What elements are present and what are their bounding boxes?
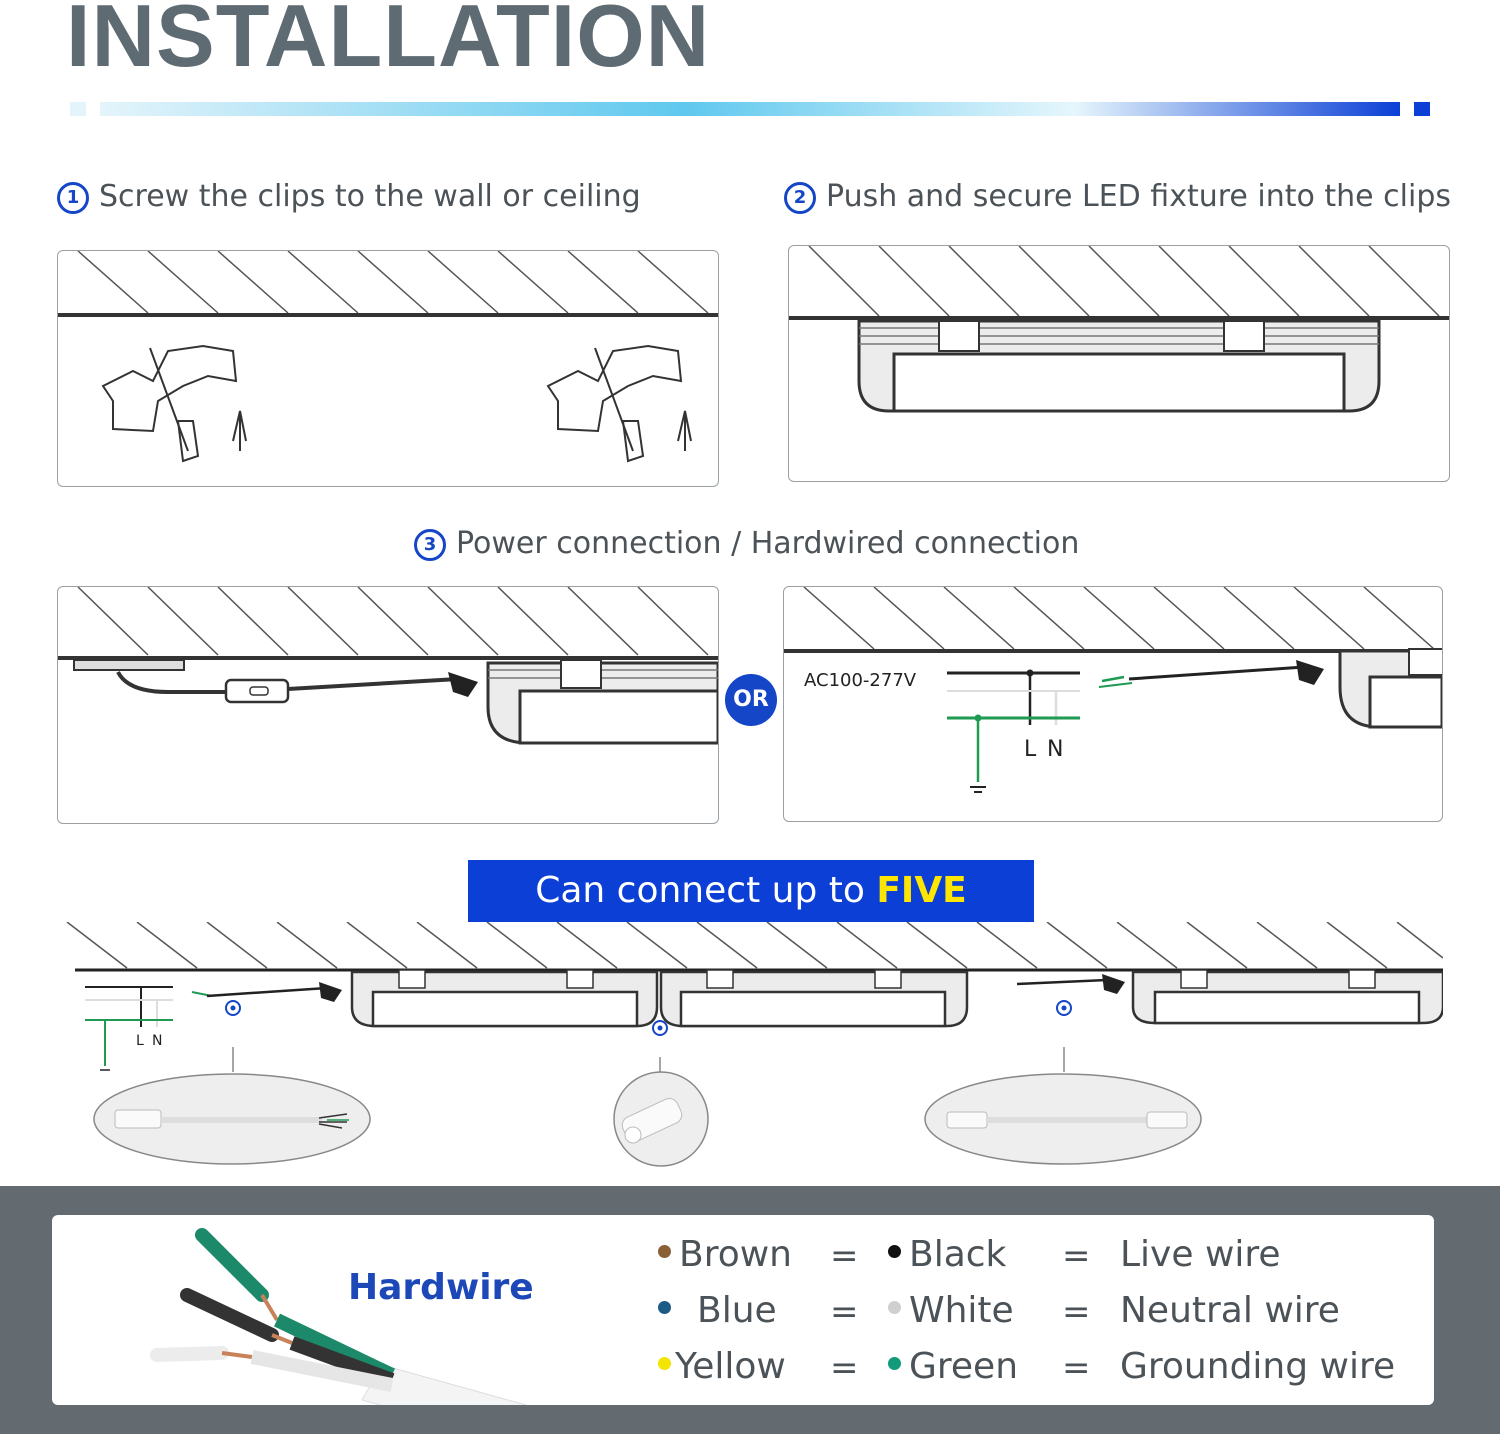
- panel-screw-clips: [57, 250, 719, 487]
- legend-row-1-meaning: Live wire: [1120, 1234, 1281, 1275]
- black-dot-icon: [888, 1245, 901, 1258]
- panel-plug-connection: [57, 586, 719, 824]
- legend-row-3-eq2: =: [1062, 1348, 1091, 1388]
- wire-color-legend: [52, 1215, 1434, 1405]
- clip-right-icon: [548, 346, 691, 461]
- legend-row-3-from-text: Yellow: [675, 1346, 786, 1387]
- legend-row-1-eq2: =: [1062, 1236, 1091, 1276]
- step-3-number: 3: [414, 529, 446, 561]
- legend-row-2-from: [658, 1290, 777, 1331]
- fixture-2-icon: [661, 970, 967, 1026]
- step-1-label: [57, 179, 641, 214]
- panel-push-fixture: [788, 245, 1450, 482]
- legend-row-1-from: [658, 1234, 792, 1275]
- legend-row-2-to-text: White: [909, 1290, 1014, 1331]
- legend-row-3-to: [888, 1346, 1019, 1387]
- screw-clips-illustration: [58, 251, 718, 486]
- legend-row-1-from-text: Brown: [679, 1234, 792, 1275]
- fixture-3-icon: [1133, 970, 1443, 1023]
- n-terminal-label: N: [1047, 737, 1064, 762]
- legend-row-2-from-text: Blue: [697, 1290, 777, 1331]
- voltage-label: AC100-277V: [804, 670, 917, 691]
- step-3-text: Power connection / Hardwired connection: [456, 526, 1080, 561]
- connect-up-to-five-banner: [468, 860, 1034, 922]
- yellow-dot-icon: [658, 1357, 671, 1370]
- hardwired-connection-illustration: [784, 587, 1442, 821]
- l-terminal-label: L: [1024, 737, 1037, 762]
- legend-row-3-eq1: =: [830, 1348, 859, 1388]
- or-badge: OR: [725, 674, 777, 726]
- panel-hardwired-connection: [783, 586, 1443, 822]
- legend-row-2-to: [888, 1290, 1014, 1331]
- brown-dot-icon: [658, 1245, 671, 1258]
- fixture-1-icon: [352, 970, 657, 1026]
- title-gradient-bar: [70, 100, 1432, 118]
- step-2-label: [784, 179, 1452, 214]
- plug-connection-illustration: [58, 587, 718, 823]
- legend-row-3-meaning: Grounding wire: [1120, 1346, 1396, 1387]
- banner-text: Can connect up to: [535, 870, 877, 911]
- white-dot-icon: [888, 1301, 901, 1314]
- switch-icon: [226, 680, 288, 702]
- legend-row-1-eq1: =: [830, 1236, 859, 1276]
- led-fixture-icon: [859, 321, 1379, 411]
- page-title: INSTALLATION: [66, 0, 711, 85]
- chain-l-label: L: [136, 1033, 144, 1049]
- legend-row-3-from: [658, 1346, 786, 1387]
- legend-row-3-to-text: Green: [909, 1346, 1019, 1387]
- legend-row-1-to: [888, 1234, 1007, 1275]
- chain-n-label: N: [152, 1033, 163, 1049]
- green-dot-icon: [888, 1357, 901, 1370]
- step-1-number: 1: [57, 182, 89, 214]
- step-3-label: [414, 526, 1080, 561]
- chain-connection-illustration: [57, 922, 1443, 1172]
- legend-row-1-to-text: Black: [909, 1234, 1007, 1275]
- blue-dot-icon: [658, 1301, 671, 1314]
- step-2-number: 2: [784, 182, 816, 214]
- linking-cable-zoom-icon: [925, 1074, 1201, 1164]
- step-2-text: Push and secure LED fixture into the clips: [826, 179, 1452, 214]
- connector-zoom-icon: [614, 1072, 708, 1166]
- push-fixture-illustration: [789, 246, 1449, 481]
- clip-left-icon: [103, 346, 246, 461]
- hardwire-label: Hardwire: [348, 1267, 534, 1308]
- step-1-text: Screw the clips to the wall or ceiling: [99, 179, 641, 214]
- banner-highlight: FIVE: [876, 870, 967, 911]
- legend-row-2-eq1: =: [830, 1292, 859, 1332]
- legend-row-2-meaning: Neutral wire: [1120, 1290, 1340, 1331]
- cable-zoom-icon: [94, 1074, 370, 1164]
- legend-row-2-eq2: =: [1062, 1292, 1091, 1332]
- hardwire-cable-icon: [142, 1225, 562, 1405]
